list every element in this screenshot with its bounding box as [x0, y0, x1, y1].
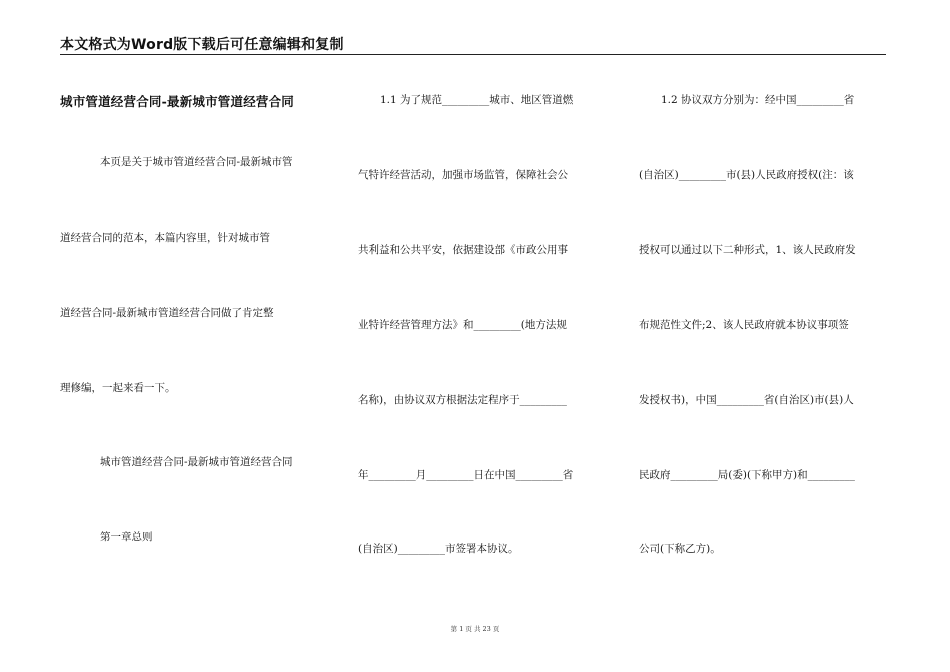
paragraph-line: 布规范性文件;2、该人民政府就本协议事项签 — [639, 319, 849, 331]
chapter-heading: 第一章总则 — [100, 531, 153, 543]
paragraph-line: (自治区)_________市签署本协议。 — [358, 543, 519, 555]
paragraph-line: (自治区)_________市(县)人民政府授权(注：该 — [639, 169, 854, 181]
paragraph-line: 本页是关于城市管道经营合同-最新城市管 — [100, 156, 293, 168]
paragraph-line: 业特许经营管理方法》和_________(地方法规 — [358, 319, 567, 331]
header-title: 本文格式为Word版下载后可任意编辑和复制 — [60, 37, 344, 53]
paragraph-line: 年_________月_________日在中国_________省 — [358, 469, 574, 481]
document-title: 城市管道经营合同-最新城市管道经营合同 — [60, 94, 294, 109]
paragraph-line: 理修编，一起来看一下。 — [60, 382, 176, 394]
paragraph-line: 共利益和公共平安，依据建设部《市政公用事 — [358, 244, 568, 256]
section-heading-line: 城市管道经营合同-最新城市管道经营合同 — [100, 456, 293, 468]
paragraph-line: 授权可以通过以下二种形式，1、该人民政府发 — [639, 244, 856, 256]
paragraph-line: 道经营合同的范本，本篇内容里，针对城市管 — [60, 232, 270, 244]
paragraph-line: 气特许经营活动，加强市场监管，保障社会公 — [358, 169, 568, 181]
paragraph-line: 民政府_________局(委)(下称甲方)和_________ — [639, 469, 855, 481]
paragraph-line: 道经营合同-最新城市管道经营合同做了肯定整 — [60, 307, 274, 319]
paragraph-line: 公司(下称乙方)。 — [639, 543, 721, 555]
paragraph-line: 1.2 协议双方分别为：经中国_________省 — [661, 94, 855, 106]
paragraph-line: 发授权书)，中国_________省(自治区)市(县)人 — [639, 394, 854, 406]
paragraph-line: 1.1 为了规范_________城市、地区管道燃 — [380, 94, 574, 106]
page-footer: 第 1 页 共 23 页 — [450, 625, 500, 633]
page-header — [60, 34, 886, 55]
paragraph-line: 名称)，由协议双方根据法定程序于_________ — [358, 394, 567, 406]
